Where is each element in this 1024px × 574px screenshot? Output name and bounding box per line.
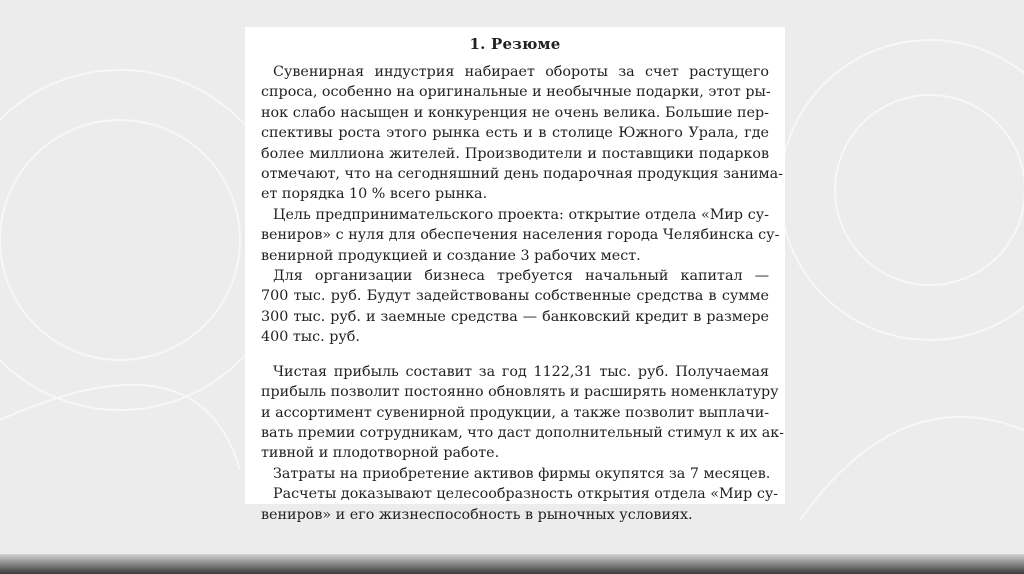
document-page	[245, 27, 785, 523]
bottom-shadow-bar	[0, 554, 1024, 574]
text-line: вениров» и его жизнеспособность в рыночных условиях.	[261, 506, 693, 523]
text-line: 400 тыс. руб.	[261, 329, 360, 346]
paragraph-conclusion	[261, 484, 779, 525]
paragraph-capital	[261, 266, 769, 348]
text-line: ет порядка 10 % всего рынка.	[261, 186, 488, 203]
text-line: вать премии сотрудникам, что даст дополнительный стимул к их ак-	[261, 424, 785, 441]
text-line: спроса, особенно на оригинальные и необычные подарки, этот ры-	[261, 84, 771, 101]
text-line: отмечают, что на сегодняшний день подарочная продукция занима-	[261, 166, 783, 183]
text-line: нок слабо насыщен и конкуренция не очень велика. Большие пер-	[261, 104, 769, 121]
text-line: Сувенирная индустрия набирает обороты за счет растущего	[273, 64, 769, 80]
text-line: Для организации бизнеса требуется начальный капитал —	[273, 268, 769, 285]
text-line: Чистая прибыль составит за год 1122,31 тыс. руб. Получаемая	[273, 363, 769, 380]
paragraph-gap	[261, 348, 769, 362]
paragraph-summary	[261, 62, 783, 205]
paragraph-payback	[261, 464, 769, 484]
text-line: и ассортимент сувенирной продукции, а также позволит выплачи-	[261, 404, 770, 421]
text-line: Затраты на приобретение активов фирмы окупятся за 7 месяцев.	[273, 465, 771, 482]
paragraph-profit	[261, 362, 785, 464]
text-line: спективы роста этого рынка есть и в столице Южного Урала, где	[261, 125, 769, 142]
text-line: 700 тыс. руб. Будут задействованы собственные средства в сумме	[261, 288, 769, 305]
text-line: тивной и плодотворной работе.	[261, 445, 500, 462]
text-line: Расчеты доказывают целесообразность открытия отдела «Мир су-	[273, 486, 779, 503]
text-line: венирной продукцией и создание 3 рабочих мест.	[261, 247, 641, 264]
text-line: 300 тыс. руб. и заемные средства — банковский кредит в размере	[261, 308, 769, 325]
text-line: вениров» с нуля для обеспечения населения города Челябинска су-	[261, 227, 780, 244]
text-line: Цель предпринимательского проекта: открытие отдела «Мир су-	[273, 206, 769, 223]
text-line: прибыль позволит постоянно обновлять и расширять номенклатуру	[261, 384, 779, 401]
text-line: более миллиона жителей. Производители и поставщики подарков	[261, 145, 769, 162]
paragraph-goal	[261, 205, 780, 266]
page-title: 1. Резюме	[469, 35, 561, 53]
